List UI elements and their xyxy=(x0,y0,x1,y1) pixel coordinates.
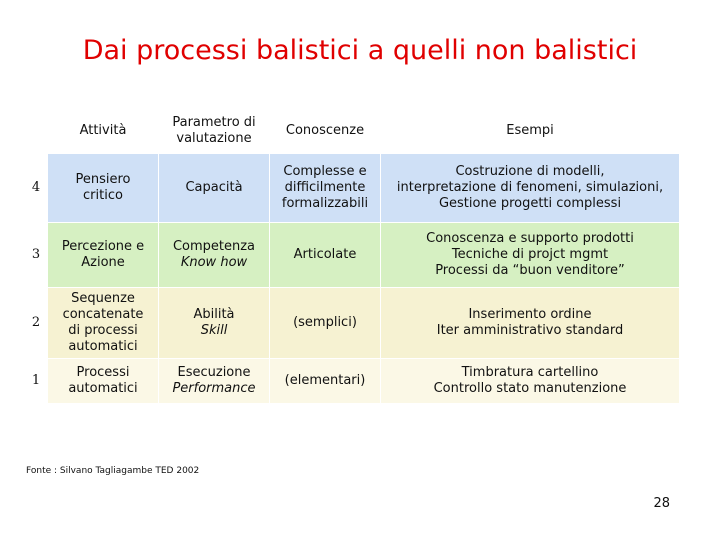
evaluation-cell: Capacità xyxy=(159,154,269,222)
slide-title: Dai processi balistici a quelli non balistici xyxy=(82,35,638,66)
examples-cell: Inserimento ordine Iter amministrativo standard xyxy=(381,288,679,358)
level-number: 4 xyxy=(31,180,41,195)
table-row xyxy=(21,359,679,403)
level-number: 3 xyxy=(31,247,41,262)
table-row xyxy=(21,154,679,222)
activity-cell: Percezione e Azione xyxy=(48,223,158,287)
comparison-table xyxy=(20,108,680,404)
source-citation: Fonte : Silvano Tagliagambe TED 2002 xyxy=(26,466,200,476)
header-examples: Esempi xyxy=(381,109,679,153)
evaluation-cell: Abilità Skill xyxy=(159,288,269,358)
knowledge-cell: (elementari) xyxy=(270,359,380,403)
evaluation-cell: Competenza Know how xyxy=(159,223,269,287)
knowledge-cell: Complesse e difficilmente formalizzabili xyxy=(270,154,380,222)
header-evaluation-param: Parametro di valutazione xyxy=(159,109,269,153)
table-row xyxy=(21,223,679,287)
header-knowledge: Conoscenze xyxy=(270,109,380,153)
examples-cell: Costruzione di modelli, interpretazione di fenomeni, simulazioni, Gestione progetti complessi xyxy=(381,154,679,222)
header-level xyxy=(21,109,47,153)
level-number: 1 xyxy=(31,373,41,388)
evaluation-cell: Esecuzione Performance xyxy=(159,359,269,403)
knowledge-cell: (semplici) xyxy=(270,288,380,358)
table-header-row xyxy=(21,109,679,153)
knowledge-cell: Articolate xyxy=(270,223,380,287)
activity-cell: Processi automatici xyxy=(48,359,158,403)
activity-cell: Sequenze concatenate di processi automatici xyxy=(48,288,158,358)
examples-cell: Timbratura cartellino Controllo stato manutenzione xyxy=(381,359,679,403)
examples-cell: Conoscenza e supporto prodotti Tecniche di projct mgmt Processi da “buon venditore” xyxy=(381,223,679,287)
page-number: 28 xyxy=(653,496,670,511)
activity-cell: Pensiero critico xyxy=(48,154,158,222)
table-row xyxy=(21,288,679,358)
level-number: 2 xyxy=(31,315,41,330)
header-activity: Attività xyxy=(48,109,158,153)
